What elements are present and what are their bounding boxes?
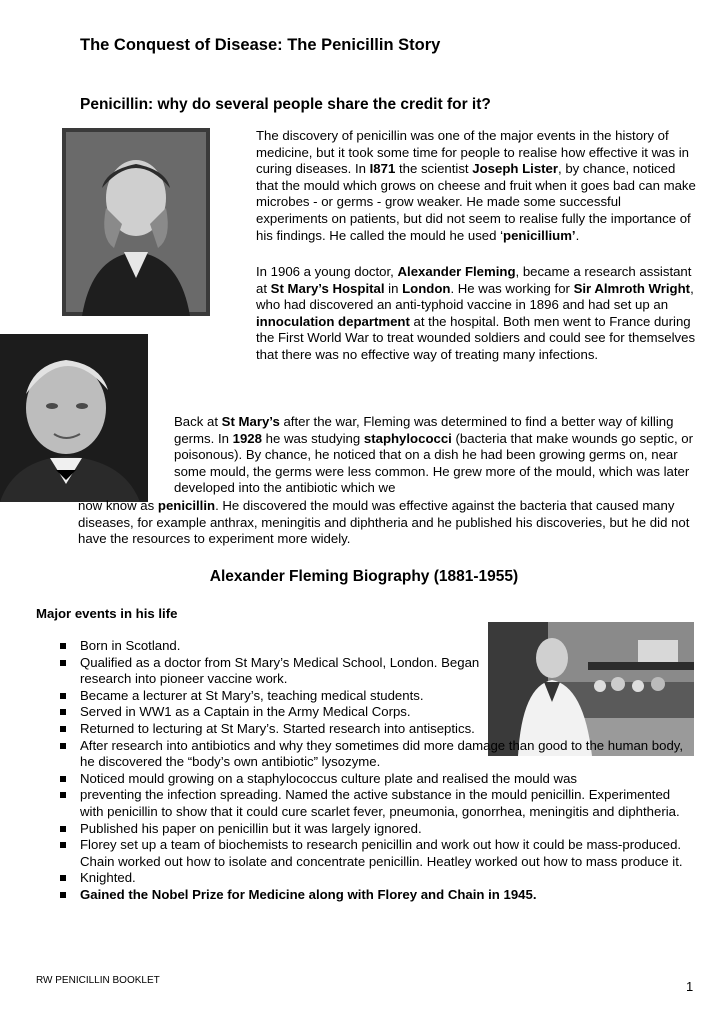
list-item bbox=[56, 704, 480, 721]
event-text: Noticed mould growing on a staphylococcus culture plate and realised the mould was bbox=[80, 770, 578, 786]
text-run: in bbox=[384, 280, 403, 296]
list-item bbox=[56, 688, 480, 705]
text-run: , by chance, noticed that the mould which grows on cheese and fruit when it goes bad can make microbes - or germs - grow weaker. He made some successful experiments on patients, but did not seem to realise fully the importance of his findings. He called the mould he used ‘ bbox=[256, 161, 696, 243]
page-number: 1 bbox=[686, 979, 694, 994]
event-text: Florey set up a team of biochemists to research penicillin and work out how it could be mass-produced. Chain worked out how to isolate and concentrate penicillin. Heatley worked out how to mass produce it. bbox=[80, 837, 683, 869]
discovery-paragraph bbox=[174, 414, 696, 497]
event-text: After research into antibiotics and why they sometimes did more damage than good to the human body, he discovered the “body’s own antibiotic” lysozyme. bbox=[80, 737, 684, 770]
bullet-icon bbox=[60, 892, 66, 898]
london-name: London bbox=[402, 280, 451, 296]
bullet-icon bbox=[60, 842, 66, 848]
bullet-icon bbox=[60, 693, 66, 699]
text-run: after the war, Fleming was determined to find a better way of killing germs. In bbox=[174, 414, 674, 446]
event-text: Served in WW1 as a Captain in the Army Medical Corps. bbox=[80, 704, 411, 720]
event-text: preventing the infection spreading. Named the active substance in the mould penicillin. Experimented with penicillin to show that it could cure scarlet fever, pneumonia, gonorrhea, meningitis and diphtheria. bbox=[80, 787, 680, 819]
bullet-icon bbox=[60, 826, 66, 832]
list-item bbox=[56, 787, 696, 820]
bullet-icon bbox=[60, 743, 66, 749]
bullet-icon bbox=[60, 726, 66, 732]
joseph-lister-name: Joseph Lister bbox=[472, 161, 559, 177]
text-run: (bacteria that make wounds go septic, or poisonous). By chance, he noticed that on a dish he had been growing germs on, near some mould, the germs were less common. He grew more of the mould, which was later developed into the antibiotic which we bbox=[174, 430, 694, 496]
text-run: . He was working for bbox=[450, 280, 574, 296]
bullet-icon bbox=[60, 792, 66, 798]
text-run: In 1906 a young doctor, bbox=[256, 264, 398, 279]
list-item bbox=[56, 738, 696, 771]
st-marys-hospital-name: St Mary’s Hospital bbox=[270, 280, 385, 296]
text-run: . bbox=[575, 227, 580, 243]
list-item bbox=[56, 771, 696, 788]
penicillium-term: penicillium’ bbox=[503, 227, 576, 243]
text-run: . He discovered the mould was effective against the bacteria that caused many diseases, for example anthrax, meningitis and diphtheria and he published his discoveries, but he did not have the resources to experiment more widely. bbox=[78, 498, 690, 547]
list-item bbox=[56, 638, 696, 655]
joseph-lister-portrait bbox=[62, 128, 210, 316]
bullet-icon bbox=[60, 776, 66, 782]
text-run: , who had discovered an anti-typhoid vaccine in 1896 and had set up an bbox=[256, 280, 694, 313]
major-events-heading: Major events in his life bbox=[36, 606, 178, 621]
major-events-list bbox=[56, 638, 696, 904]
section-subtitle: Penicillin: why do several people share the credit for it? bbox=[80, 96, 491, 113]
list-item bbox=[56, 721, 480, 738]
penicillin-paragraph bbox=[78, 498, 698, 548]
list-item bbox=[56, 821, 696, 838]
list-item bbox=[56, 837, 696, 870]
staphylococci-term: staphylococci bbox=[363, 430, 452, 446]
year-1871: I871 bbox=[369, 161, 396, 177]
list-item bbox=[56, 655, 480, 688]
event-text: Published his paper on penicillin but it was largely ignored. bbox=[80, 820, 422, 836]
list-item bbox=[56, 887, 696, 904]
text-run: The discovery of penicillin was one of the major events in the history of medicine, but it took some time for people to realise how effective it was in curing diseases. In bbox=[256, 128, 689, 177]
penicillin-term: penicillin bbox=[157, 498, 216, 513]
event-text: Gained the Nobel Prize for Medicine along with Florey and Chain in 1945. bbox=[80, 886, 537, 902]
list-item bbox=[56, 870, 696, 887]
biography-title-text: Alexander Fleming Biography (1881-1955) bbox=[209, 568, 519, 585]
bullet-icon bbox=[60, 643, 66, 649]
text-run: at the hospital. Both men went to France during the First World War to treat wounded soldiers and could see for themselves that there was no effective way of treating many infections. bbox=[256, 313, 696, 362]
footer-label: RW PENICILLIN BOOKLET bbox=[36, 975, 160, 986]
event-text: Became a lecturer at St Mary’s, teaching medical students. bbox=[80, 687, 424, 703]
event-text: Born in Scotland. bbox=[80, 638, 181, 653]
innoculation-department-term: innoculation department bbox=[256, 313, 410, 329]
text-run: now know as bbox=[78, 498, 158, 513]
lister-paragraph bbox=[256, 128, 696, 244]
text-run: Back at bbox=[174, 414, 222, 429]
text-run: the scientist bbox=[395, 161, 473, 177]
almroth-wright-name: Sir Almroth Wright bbox=[573, 280, 691, 296]
text-run: , became a research assistant at bbox=[256, 264, 692, 296]
alexander-fleming-portrait bbox=[0, 334, 148, 502]
event-text: Qualified as a doctor from St Mary’s Medical School, London. Began research into pioneer vaccine work. bbox=[80, 654, 480, 687]
bullet-icon bbox=[60, 875, 66, 881]
event-text: Knighted. bbox=[80, 870, 136, 886]
page-title: The Conquest of Disease: The Penicillin Story bbox=[80, 36, 441, 54]
text-run: he was studying bbox=[261, 430, 364, 446]
alexander-fleming-name: Alexander Fleming bbox=[397, 264, 516, 279]
year-1928: 1928 bbox=[232, 430, 262, 446]
event-text: Returned to lecturing at St Mary’s. Started research into antiseptics. bbox=[80, 720, 475, 736]
biography-title bbox=[0, 568, 728, 586]
bullet-icon bbox=[60, 709, 66, 715]
st-marys-name: St Mary’s bbox=[221, 414, 280, 429]
bullet-icon bbox=[60, 660, 66, 666]
fleming-intro-paragraph bbox=[256, 264, 696, 364]
